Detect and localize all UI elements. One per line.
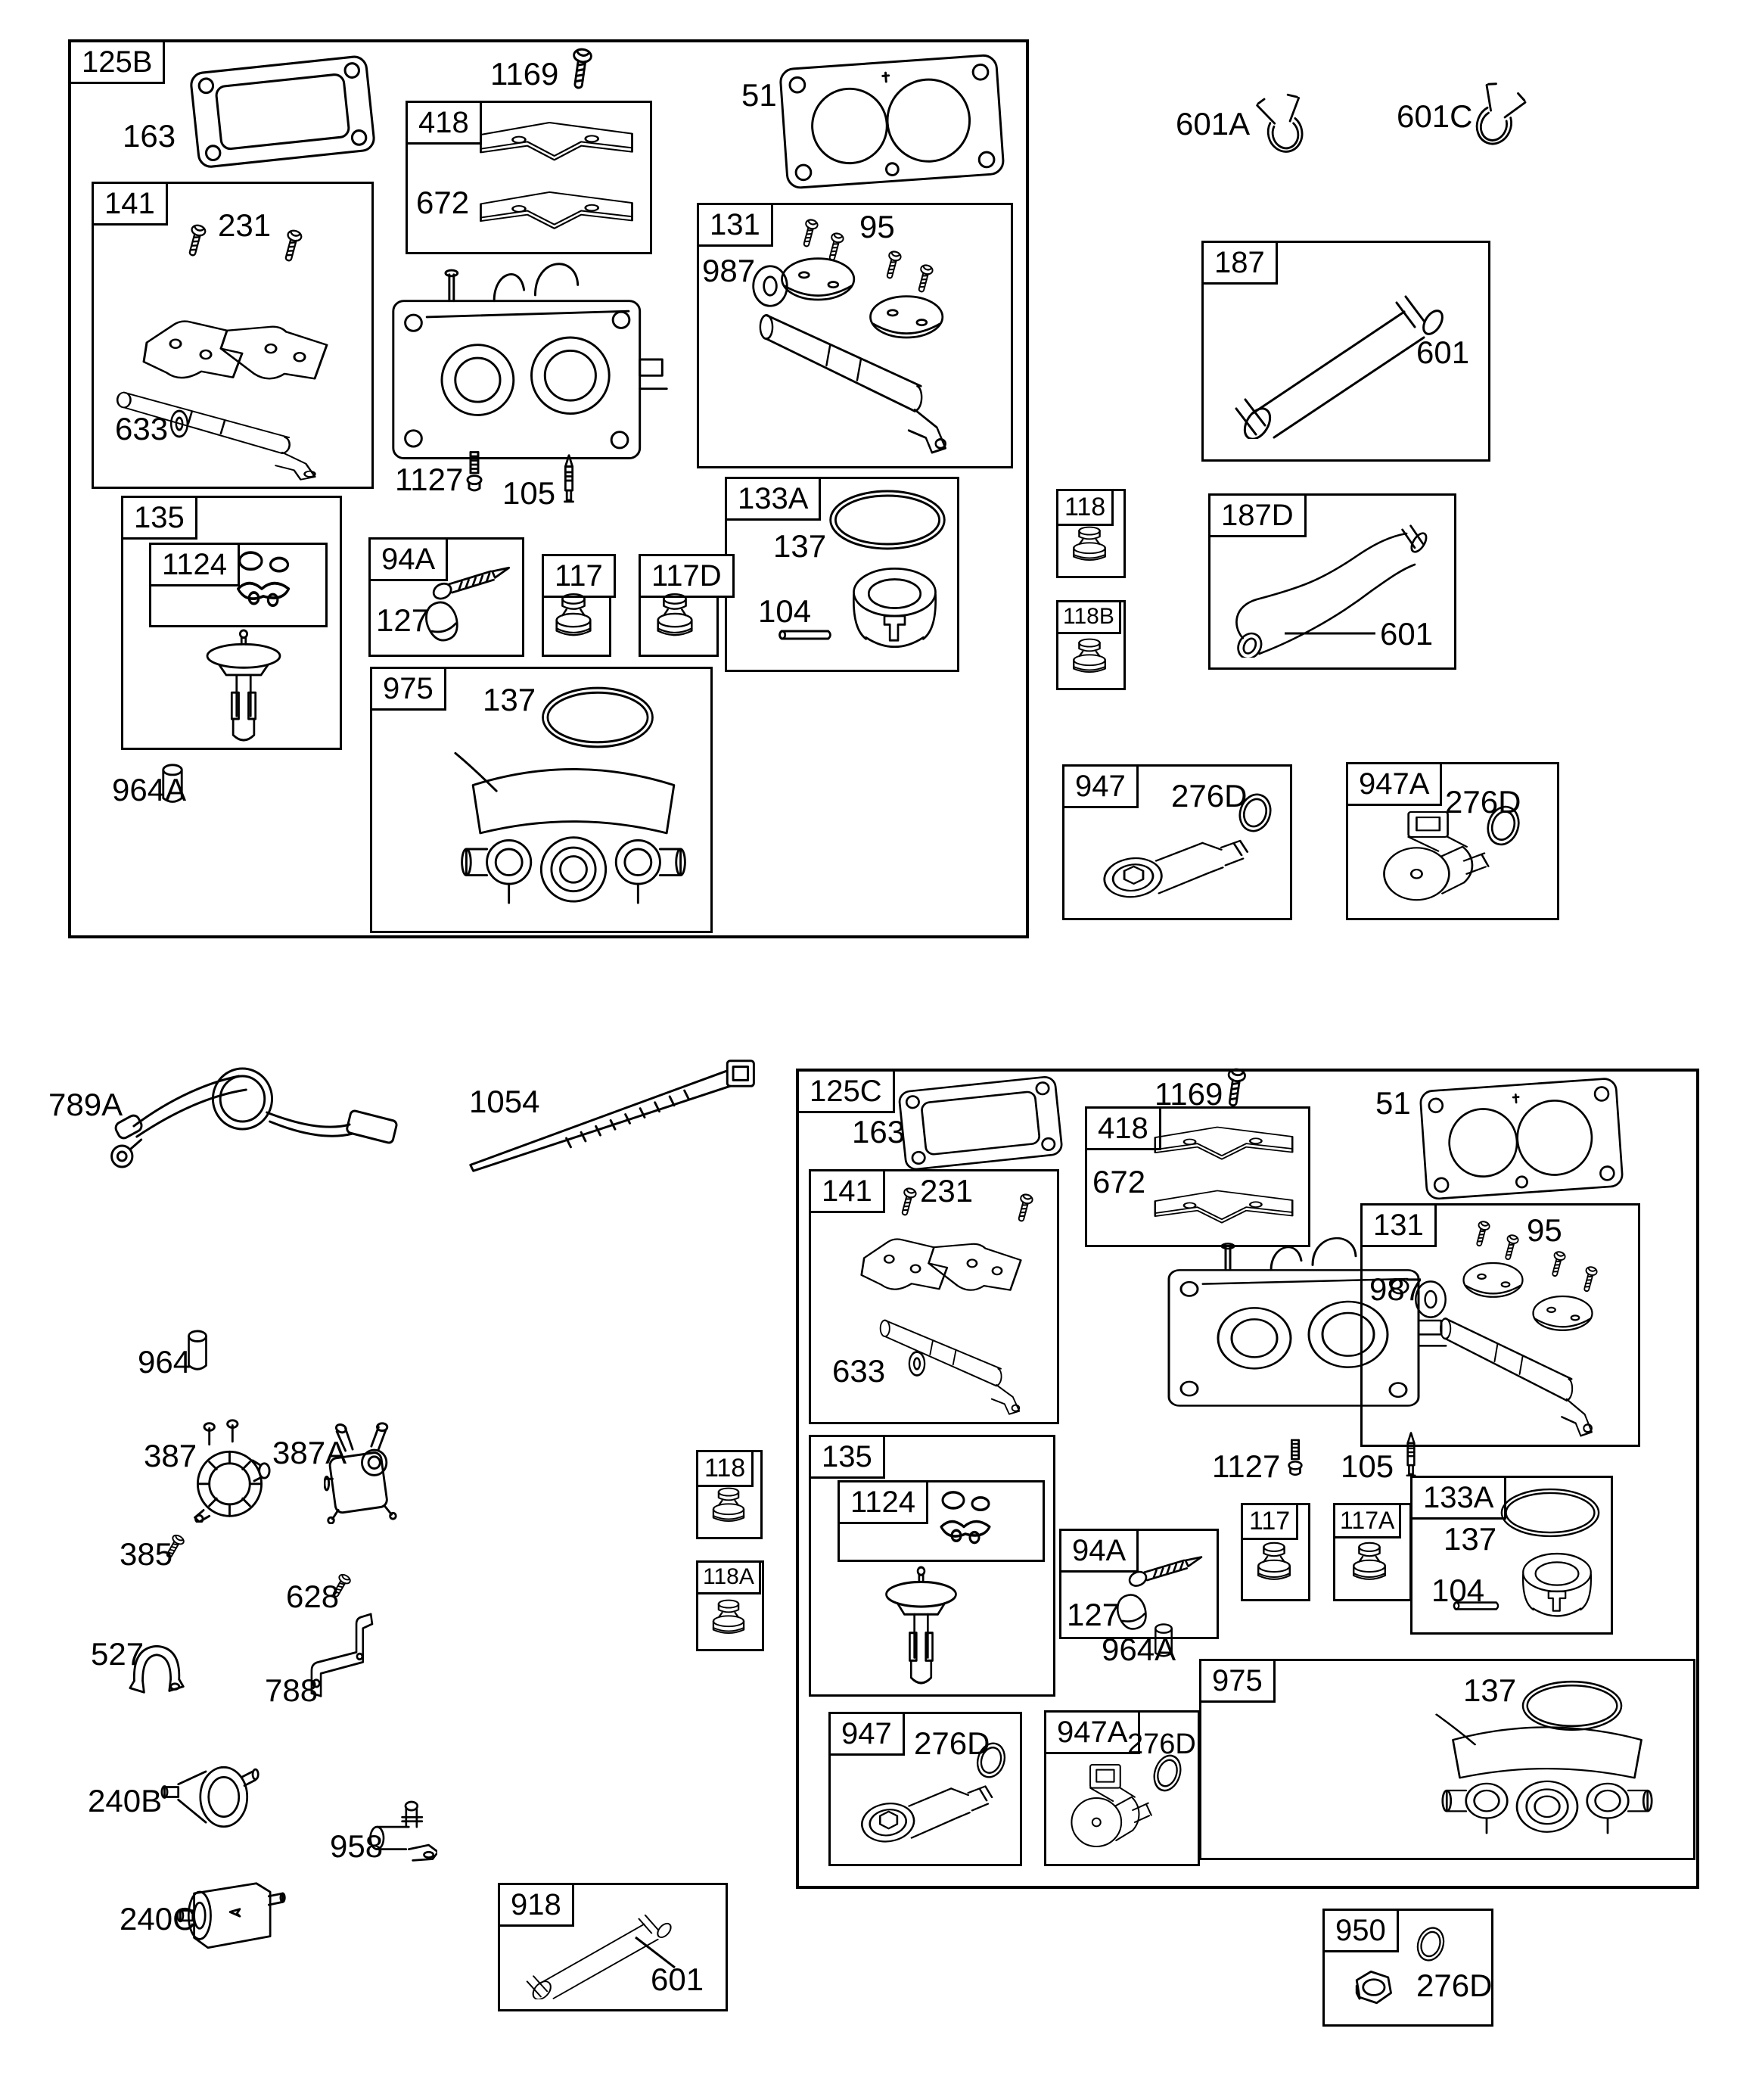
callout-104-b: 104 [1431,1573,1485,1608]
box-133A-b-tag: 133A [1410,1476,1506,1520]
fuel-pump-387-drawing [188,1417,271,1523]
callout-964A-b: 964A [1102,1632,1176,1667]
plates-141-b-drawing [855,1226,1033,1317]
float-135-drawing [198,628,289,742]
washer-633-b-drawing [906,1349,928,1379]
callout-231: 231 [218,207,272,243]
needle-screw-94A-b-drawing [1127,1550,1207,1591]
box-1124-b-tag: 1124 [838,1480,928,1524]
box-141-b-tag: 141 [809,1169,885,1213]
callout-276D-947A-b: 276D [1127,1728,1196,1760]
callout-385: 385 [120,1536,173,1572]
callout-127-b: 127 [1067,1597,1120,1632]
callout-387A: 387A [272,1435,347,1470]
callout-964: 964 [138,1344,191,1380]
float-bowl-drawing [844,560,946,657]
panel-125C-tag: 125C [797,1069,895,1113]
fuel-filter-240B-drawing [160,1760,260,1834]
plate-95-b-drawing [1460,1261,1528,1303]
box-947A-tag: 947A [1346,762,1442,806]
plate-418-b-drawing [1150,1125,1297,1170]
solenoid-947A-b-drawing [1059,1756,1158,1854]
box-118B-tag: 118B [1056,600,1121,634]
clamp-601A-drawing [1247,85,1321,166]
valve-117-drawing [551,592,596,646]
callout-51-b: 51 [1375,1085,1411,1121]
callout-137-133A: 137 [773,528,827,564]
callout-163: 163 [123,118,176,154]
callout-527: 527 [91,1636,145,1672]
box-418-b-tag: 418 [1085,1106,1161,1150]
box-135-tag: 135 [121,496,197,540]
callout-1127: 1127 [395,462,464,497]
box-94A-tag: 94A [368,537,448,581]
callout-387: 387 [144,1438,197,1473]
box-950-tag: 950 [1322,1909,1399,1952]
box-918-tag: 918 [498,1883,574,1927]
panel-125B-tag: 125B [69,40,165,84]
plate-418-drawing [475,120,638,173]
gasket-51-b-drawing [1417,1074,1627,1206]
spring-screw-1127-drawing [465,448,484,498]
box-947-tag: 947 [1062,764,1139,808]
solenoid-947-b-drawing [851,1763,1002,1851]
callout-987-b: 987 [1369,1271,1423,1307]
callout-601-918: 601 [651,1962,704,1997]
needle-105-drawing [558,453,580,510]
callout-958: 958 [330,1828,384,1864]
box-187-tag: 187 [1201,241,1278,285]
plug-950-drawing [1347,1965,1398,2011]
box-118-tag: 118 [1056,489,1114,526]
callout-95-b: 95 [1527,1212,1562,1248]
ground-wire-789A-drawing [98,1052,416,1173]
plug-118-lower-drawing [708,1486,749,1530]
shaft-141-b-drawing [878,1309,1048,1415]
kit-1124-drawing [227,548,314,613]
callout-240C: 240C [120,1901,196,1937]
box-117-tag: 117 [542,554,616,598]
callout-137-975-b: 137 [1463,1672,1517,1708]
callout-1054: 1054 [469,1084,540,1119]
callout-633-b: 633 [832,1353,886,1389]
oring-137-b-drawing [1498,1486,1602,1539]
plug-118-drawing [1068,525,1111,569]
carb-lower-975-drawing [452,740,695,922]
box-141-tag: 141 [92,182,168,226]
pin-104-drawing [776,628,834,642]
float-135-b-drawing [878,1565,965,1685]
callout-105-b: 105 [1341,1448,1394,1484]
callout-1169: 1169 [490,56,559,92]
shaft-131-drawing [757,299,984,454]
callout-1127-b: 1127 [1212,1448,1281,1484]
box-117D-tag: 117D [639,554,735,598]
callout-672-b: 672 [1092,1164,1146,1199]
callout-276D-947A: 276D [1445,784,1521,820]
washer-633-drawing [168,407,191,440]
box-975-b-tag: 975 [1199,1659,1276,1703]
box-118A-tag: 118A [696,1560,761,1594]
box-975-tag: 975 [370,667,446,711]
box-133A-tag: 133A [725,477,821,521]
box-117-b-tag: 117 [1241,1503,1298,1540]
callout-1169-b: 1169 [1155,1076,1223,1112]
callout-127: 127 [376,602,430,638]
callout-628: 628 [286,1579,340,1614]
box-131-b-tag: 131 [1360,1203,1437,1247]
callout-231-b: 231 [920,1173,974,1209]
valve-117D-drawing [652,592,698,646]
callout-601-187D: 601 [1380,616,1434,652]
callout-601C: 601C [1397,98,1473,134]
carburetor-body-drawing [382,250,681,469]
callout-240B: 240B [88,1783,163,1818]
box-117A-tag: 117A [1333,1503,1401,1538]
spring-screw-1127-b-drawing [1286,1436,1304,1482]
callout-276D-947: 276D [1171,778,1248,814]
shaft-131-b-drawing [1437,1305,1623,1437]
callout-601A: 601A [1176,106,1251,142]
box-118-lower-tag: 118 [696,1450,754,1487]
leader-line-601 [1285,628,1375,639]
plug-118B-drawing [1068,637,1111,681]
callout-95: 95 [859,209,895,244]
box-947-b-tag: 947 [828,1712,905,1756]
callout-789A: 789A [48,1087,123,1122]
box-418-tag: 418 [406,101,482,145]
gasket-51-drawing [776,50,1008,195]
callout-137-133A-b: 137 [1444,1521,1497,1557]
plug-118A-drawing [708,1598,749,1642]
needle-105-b-drawing [1401,1430,1421,1483]
box-1124-tag: 1124 [149,543,240,586]
callout-601-187: 601 [1416,334,1470,370]
callout-987: 987 [702,253,756,288]
float-bowl-b-drawing [1515,1547,1599,1624]
box-94A-b-tag: 94A [1059,1529,1139,1573]
callout-137-975: 137 [483,682,536,717]
callout-105: 105 [502,475,556,511]
oring-137-drawing [826,487,949,552]
box-131-tag: 131 [697,203,773,247]
box-187D-tag: 187D [1208,493,1307,537]
plate-672-drawing [475,189,638,241]
valve-117A-drawing [1348,1541,1391,1589]
gasket-163-drawing [186,51,381,173]
callout-964A: 964A [112,772,187,807]
callout-163-b: 163 [852,1114,906,1150]
carburetor-body-b-drawing [1158,1226,1460,1415]
callout-276D-950: 276D [1416,1968,1493,2003]
box-947A-b-tag: 947A [1044,1710,1140,1754]
valve-117-b-drawing [1253,1541,1295,1589]
callout-51: 51 [741,77,777,113]
callout-104: 104 [758,593,812,629]
solenoid-947-drawing [1092,817,1259,907]
callout-276D-947-b: 276D [914,1725,990,1761]
box-135-b-tag: 135 [809,1435,885,1479]
carb-lower-975-b-drawing [1434,1704,1661,1848]
callout-672: 672 [416,185,470,220]
callout-788: 788 [265,1672,319,1708]
kit-1124-b-drawing [931,1488,1014,1550]
gasket-163-b-drawing [895,1072,1068,1174]
fuel-pump-387A-drawing [324,1417,399,1524]
callout-633: 633 [115,411,169,446]
